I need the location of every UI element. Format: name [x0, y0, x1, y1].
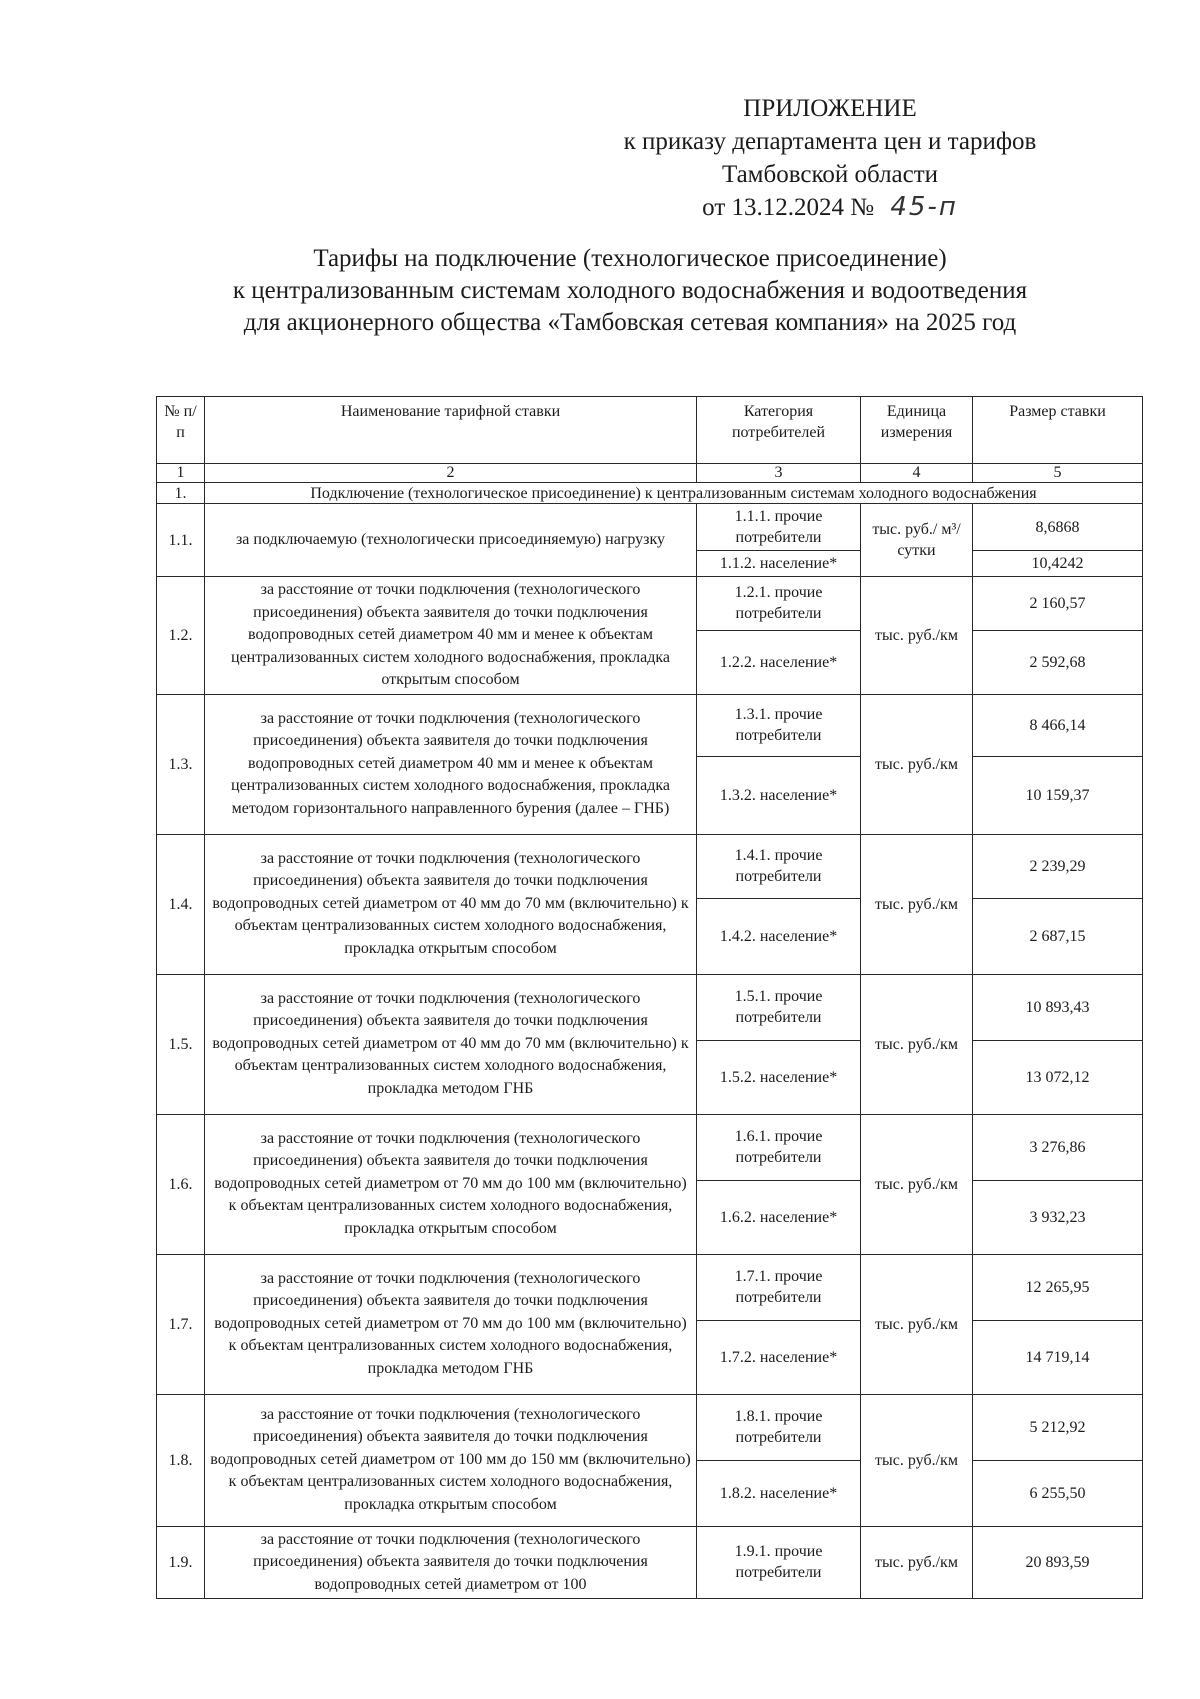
rate-value: 3 932,23 — [973, 1180, 1143, 1254]
rate-value: 5 212,92 — [973, 1394, 1143, 1460]
rate-name: за расстояние от точки подключения (технологического присоединения) объекта заявителя до точки подключения водопроводных сетей диаметром от 40 мм до 70 мм (включительно) к объектам централизованных систем холодного водоснабжения, прокладка методом ГНБ — [205, 974, 697, 1114]
section-row — [157, 483, 1143, 504]
category-other: 1.3.1. прочие потребители — [697, 694, 861, 756]
column-number: 5 — [973, 464, 1143, 483]
row-number: 1.8. — [157, 1394, 205, 1526]
appendix-title: ПРИЛОЖЕНИЕ — [743, 95, 917, 122]
rate-value: 2 592,68 — [973, 630, 1143, 694]
rate-name: за расстояние от точки подключения (технологического присоединения) объекта заявителя до точки подключения водопроводных сетей диаметром от 100 — [205, 1526, 697, 1599]
category-other: 1.1.1. прочие потребители — [697, 504, 861, 551]
rate-value: 6 255,50 — [973, 1460, 1143, 1526]
appendix-line-2: Тамбовской области — [721, 161, 939, 188]
category-population: 1.4.2. население* — [697, 898, 861, 974]
column-number: 3 — [697, 464, 861, 483]
rate-value: 8 466,14 — [973, 694, 1143, 756]
row-number: 1.4. — [157, 834, 205, 974]
handwritten-order-number: 45-п — [890, 192, 958, 222]
category-other: 1.4.1. прочие потребители — [697, 834, 861, 898]
appendix-line-1: к приказу департамента цен и тарифов — [623, 128, 1037, 155]
row-number: 1.3. — [157, 694, 205, 834]
table-row — [157, 1254, 1143, 1320]
row-number: 1.1. — [157, 504, 205, 577]
table-header-row — [157, 397, 1143, 464]
category-other: 1.8.1. прочие потребители — [697, 1394, 861, 1460]
rate-value: 10 159,37 — [973, 756, 1143, 834]
row-number: 1.6. — [157, 1114, 205, 1254]
rate-value: 14 719,14 — [973, 1320, 1143, 1394]
category-population: 1.8.2. население* — [697, 1460, 861, 1526]
title-line-1: Тарифы на подключение (технологическое присоединение) — [313, 245, 947, 272]
rate-name: за расстояние от точки подключения (технологического присоединения) объекта заявителя до точки подключения водопроводных сетей диаметром от 70 мм до 100 мм (включительно) к объектам централизованных систем холодного водоснабжения, прокладка открытым способом — [205, 1114, 697, 1254]
header-unit: Единица измерения — [861, 397, 973, 464]
unit-cell: тыс. руб./км — [861, 834, 973, 974]
rate-value: 2 160,57 — [973, 577, 1143, 631]
table-row — [157, 694, 1143, 756]
column-number: 1 — [157, 464, 205, 483]
unit-cell: тыс. руб./км — [861, 577, 973, 695]
document-title — [150, 243, 1110, 339]
table-row — [157, 834, 1143, 898]
column-number: 2 — [205, 464, 697, 483]
section-number: 1. — [157, 483, 205, 504]
section-title: Подключение (технологическое присоединение) к централизованным системам холодного водоснабжения — [205, 483, 1143, 504]
rate-value: 2 687,15 — [973, 898, 1143, 974]
rate-value: 13 072,12 — [973, 1040, 1143, 1114]
table-row — [157, 1114, 1143, 1180]
rate-name: за расстояние от точки подключения (технологического присоединения) объекта заявителя до точки подключения водопроводных сетей диаметром от 100 мм до 150 мм (включительно) к объектам централизованных систем холодного водоснабжения, прокладка открытым способом — [205, 1394, 697, 1526]
category-population: 1.2.2. население* — [697, 630, 861, 694]
column-number: 4 — [861, 464, 973, 483]
appendix-header — [560, 92, 1100, 224]
unit-cell: тыс. руб./км — [861, 1526, 973, 1599]
unit-cell: тыс. руб./км — [861, 1394, 973, 1526]
category-population: 1.5.2. население* — [697, 1040, 861, 1114]
title-line-3: для акционерного общества «Тамбовская сетевая компания» на 2025 год — [243, 309, 1017, 336]
unit-cell: тыс. руб./км — [861, 1254, 973, 1394]
unit-cell: тыс. руб./ м³/сутки — [861, 504, 973, 577]
rate-value: 20 893,59 — [973, 1526, 1143, 1599]
unit-cell: тыс. руб./км — [861, 974, 973, 1114]
category-population: 1.1.2. население* — [697, 551, 861, 577]
category-other: 1.7.1. прочие потребители — [697, 1254, 861, 1320]
row-number: 1.5. — [157, 974, 205, 1114]
rate-name: за расстояние от точки подключения (технологического присоединения) объекта заявителя до точки подключения водопроводных сетей диаметром от 70 мм до 100 мм (включительно) к объектам централизованных систем холодного водоснабжения, прокладка методом ГНБ — [205, 1254, 697, 1394]
category-population: 1.3.2. население* — [697, 756, 861, 834]
rate-value: 10,4242 — [973, 551, 1143, 577]
header-category: Категория потребителей — [697, 397, 861, 464]
category-population: 1.7.2. население* — [697, 1320, 861, 1394]
rate-value: 10 893,43 — [973, 974, 1143, 1040]
table-row — [157, 1394, 1143, 1460]
table-row — [157, 504, 1143, 551]
column-number-row — [157, 464, 1143, 483]
table-row — [157, 577, 1143, 631]
header-no: № п/п — [157, 397, 205, 464]
header-rate: Размер ставки — [973, 397, 1143, 464]
table-row — [157, 974, 1143, 1040]
rate-value: 12 265,95 — [973, 1254, 1143, 1320]
unit-cell: тыс. руб./км — [861, 694, 973, 834]
row-number: 1.7. — [157, 1254, 205, 1394]
title-line-2: к централизованным системам холодного водоснабжения и водоотведения — [232, 277, 1028, 304]
row-number: 1.2. — [157, 577, 205, 695]
table-row — [157, 1526, 1143, 1599]
rate-value: 2 239,29 — [973, 834, 1143, 898]
unit-cell: тыс. руб./км — [861, 1114, 973, 1254]
rate-value: 3 276,86 — [973, 1114, 1143, 1180]
appendix-date-line — [560, 191, 1100, 224]
rate-name: за расстояние от точки подключения (технологического присоединения) объекта заявителя до точки подключения водопроводных сетей диаметром 40 мм и менее к объектам централизованных систем холодного водоснабжения, прокладка методом горизонтального направленного бурения (далее – ГНБ) — [205, 694, 697, 834]
rate-name: за расстояние от точки подключения (технологического присоединения) объекта заявителя до точки подключения водопроводных сетей диаметром 40 мм и менее к объектам централизованных систем холодного водоснабжения, прокладка открытым способом — [205, 577, 697, 695]
category-other: 1.6.1. прочие потребители — [697, 1114, 861, 1180]
row-number: 1.9. — [157, 1526, 205, 1599]
category-other: 1.9.1. прочие потребители — [697, 1526, 861, 1599]
rate-name: за расстояние от точки подключения (технологического присоединения) объекта заявителя до точки подключения водопроводных сетей диаметром от 40 мм до 70 мм (включительно) к объектам централизованных систем холодного водоснабжения, прокладка открытым способом — [205, 834, 697, 974]
rate-value: 8,6868 — [973, 504, 1143, 551]
category-other: 1.5.1. прочие потребители — [697, 974, 861, 1040]
category-other: 1.2.1. прочие потребители — [697, 577, 861, 631]
rate-name: за подключаемую (технологически присоединяемую) нагрузку — [205, 504, 697, 577]
appendix-line-3: от 13.12.2024 № — [702, 194, 875, 221]
header-name: Наименование тарифной ставки — [205, 397, 697, 464]
category-population: 1.6.2. население* — [697, 1180, 861, 1254]
tariff-table — [156, 396, 1143, 1599]
